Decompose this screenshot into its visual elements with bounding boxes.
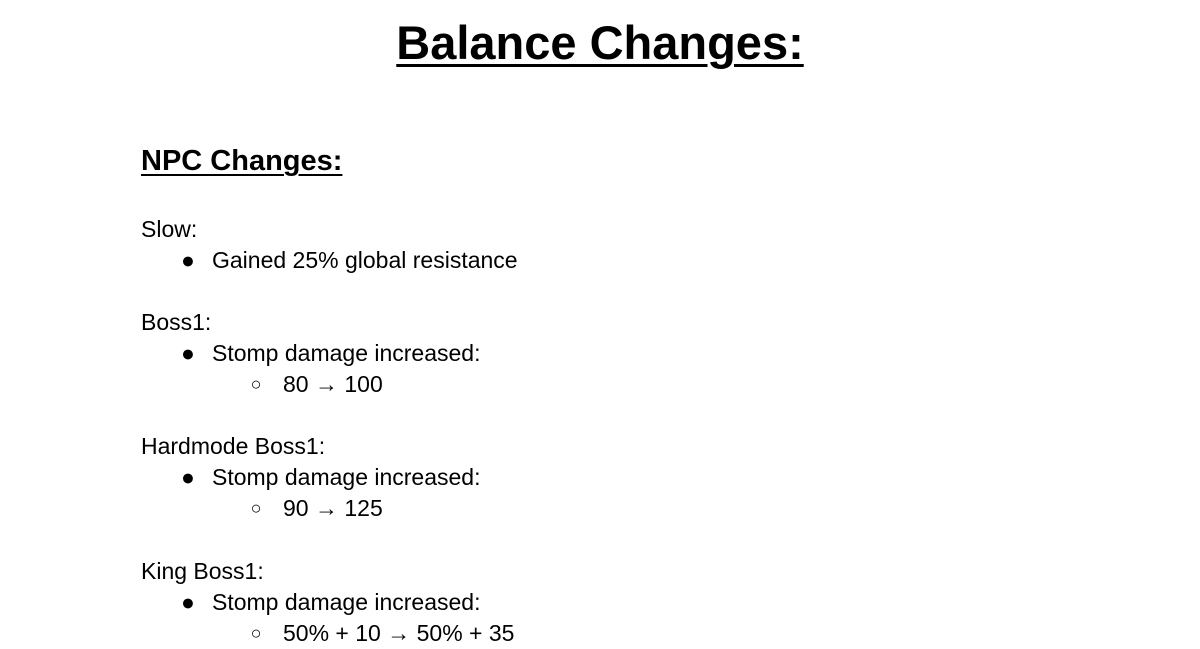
entry-hardmode-boss1	[141, 431, 481, 524]
sub-bullet-icon: ○	[250, 623, 262, 643]
list-item	[141, 338, 481, 369]
sub-list-item-text: 80 → 100	[283, 371, 383, 397]
list-item	[141, 462, 481, 493]
list-item	[141, 587, 514, 618]
list-item	[141, 245, 518, 276]
entry-label: Boss1:	[141, 309, 212, 335]
section-heading-npc-changes: NPC Changes:	[141, 145, 343, 177]
sub-bullet-icon: ○	[250, 498, 262, 518]
entry-label: Slow:	[141, 216, 198, 242]
entry-boss1	[141, 307, 481, 400]
entry-king-boss1	[141, 556, 514, 649]
sub-list-item	[141, 618, 514, 649]
sub-bullet-icon: ○	[250, 374, 262, 394]
entry-label: King Boss1:	[141, 558, 264, 584]
list-item-text: Stomp damage increased:	[212, 589, 481, 615]
bullet-icon: ●	[181, 340, 195, 366]
list-item-text: Stomp damage increased:	[212, 340, 481, 366]
list-item-text: Gained 25% global resistance	[212, 247, 518, 273]
page-title: Balance Changes:	[396, 16, 804, 69]
entry-slow	[141, 214, 518, 276]
sub-list-item	[141, 493, 481, 524]
bullet-icon: ●	[181, 247, 195, 273]
sub-list-item	[141, 369, 481, 400]
bullet-icon: ●	[181, 464, 195, 490]
bullet-icon: ●	[181, 589, 195, 615]
list-item-text: Stomp damage increased:	[212, 464, 481, 490]
sub-list-item-text: 50% + 10 → 50% + 35	[283, 620, 515, 646]
entry-label: Hardmode Boss1:	[141, 433, 326, 459]
sub-list-item-text: 90 → 125	[283, 495, 383, 521]
